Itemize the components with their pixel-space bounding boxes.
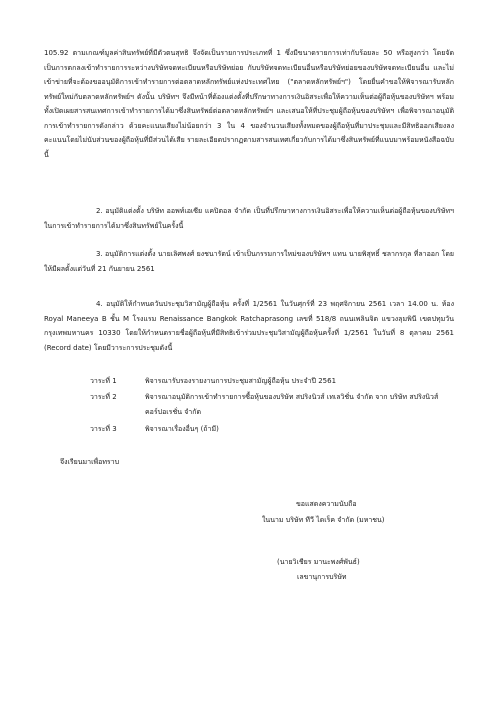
paragraph-transaction-details: 105.92 ตามเกณฑ์มูลค่าสินทรัพย์ที่มีตัวตนสุทธิ จึงจัดเป็นรายการประเภทที่ 1 ซึ่งมีขนาดรายการเท่ากับร้อยละ 50 หรือสูงกว่า โดยจัดเป็นการตกลงเข้าทำรายการระหว่างบริษัทจดทะเบียนหรือบริษัทย่อย กับบริษัทจดทะเบียนอื่นหรือบริษัทย่อยของบริษัทจดทะเบียนอื่น และไม่เข้าข่ายที่จะต้องขออนุมัติการเข้าทำรายการต่อตลาดหลักทรัพย์แห่งประเทศไทย ("ตลาดหลักทรัพย์ฯ") โดยยื่นคำขอให้พิจารณารับหลักทรัพย์ใหม่กับตลาดหลักทรัพย์ฯ ดังนั้น บริษัทฯ จึงมีหน้าที่ต้องแต่งตั้งที่ปรึกษาทางการเงินอิสระเพื่อให้ความเห็นต่อผู้ถือหุ้นของบริษัทฯ พร้อมทั้งเปิดเผยสารสนเทศการเข้าทำรายการได้มาซึ่งสินทรัพย์ต่อตลาดหลักทรัพย์ฯ และเสนอให้ที่ประชุมผู้ถือหุ้นของบริษัทฯ เพื่อพิจารณาอนุมัติการเข้าทำรายการดังกล่าว ด้วยคะแนนเสียงไม่น้อยกว่า 3 ใน 4 ของจำนวนเสียงทั้งหมดของผู้ถือหุ้นที่มาประชุมและมีสิทธิออกเสียงลงคะแนนโดยไม่นับส่วนของผู้ถือหุ้นที่มีส่วนได้เสีย รายละเอียดปรากฏตามสารสนเทศเกี่ยวกับการได้มาซึ่งสินทรัพย์ที่แนบมาพร้อมหนังสือฉบับนี้ (44, 49, 454, 159)
agenda-item-text: พิจารณาอนุมัติการเข้าทำรายการซื้อหุ้นของบริษัท สปริงนิวส์ เทเลวิชั่น จำกัด จาก บริษัท สปริงนิวส์ คอร์ปอเรชั่น จำกัด (145, 393, 439, 416)
agenda-item-label: วาระที่ 2 (90, 393, 117, 401)
signer-name: (นายวิเชียร มานะพงศ์พันธ์) (277, 558, 360, 566)
paragraph-item-4-meeting: 4. อนุมัติให้กำหนดวันประชุมวิสามัญผู้ถือหุ้น ครั้งที่ 1/2561 ในวันศุกร์ที่ 23 พฤศจิกายน 2561 เวลา 14.00 น. ห้อง Royal Maneeya B ชั้น M โรงแรม Renaissance Bangkok Ratchaprasong เลขที่ 518/8 ถนนเพลินจิต แขวงลุมพินี เขตปทุมวัน กรุงเทพมหานคร 10330 โดยให้กำหนดรายชื่อผู้ถือหุ้นที่มีสิทธิเข้าร่วมประชุมวิสามัญผู้ถือหุ้นครั้งที่ 1/2561 ในวันที่ 8 ตุลาคม 2561 (Record date) โดยมีวาระการประชุมดังนี้ (44, 300, 454, 352)
agenda-item-label: วาระที่ 3 (90, 425, 117, 433)
signer-title: เลขานุการบริษัท (297, 573, 347, 581)
agenda-item-text: พิจารณาเรื่องอื่นๆ (ถ้ามี) (145, 425, 219, 433)
agenda-item-3 (90, 422, 460, 437)
closing-inform: จึงเรียนมาเพื่อทราบ (60, 458, 120, 466)
agenda-item-2 (90, 390, 460, 419)
closing-regards: ขอแสดงความนับถือ (296, 500, 357, 508)
company-on-behalf: ในนาม บริษัท ทีวี ไดเร็ค จำกัด (มหาชน) (262, 516, 385, 524)
agenda-item-1 (90, 374, 460, 389)
paragraph-item-2-advisor: 2. อนุมัติแต่งตั้ง บริษัท ออพท์เอเซีย แคปิตอล จำกัด เป็นที่ปรึกษาทางการเงินอิสระเพื่อให้ความเห็นต่อผู้ถือหุ้นของบริษัทฯ ในการเข้าทำรายการได้มาซึ่งสินทรัพย์ในครั้งนี้ (44, 207, 454, 230)
agenda-item-text: พิจารณารับรองรายงานการประชุมสามัญผู้ถือหุ้น ประจำปี 2561 (145, 377, 337, 385)
paragraph-item-3-director: 3. อนุมัติการแต่งตั้ง นายเลิศพงศ์ ยงชนารัตน์ เข้าเป็นกรรมการใหม่ของบริษัทฯ แทน นายพิสุทธิ์ ชลากรกุล ที่ลาออก โดยให้มีผลตั้งแต่วันที่ 21 กันยายน 2561 (44, 250, 454, 273)
agenda-item-label: วาระที่ 1 (90, 377, 117, 385)
